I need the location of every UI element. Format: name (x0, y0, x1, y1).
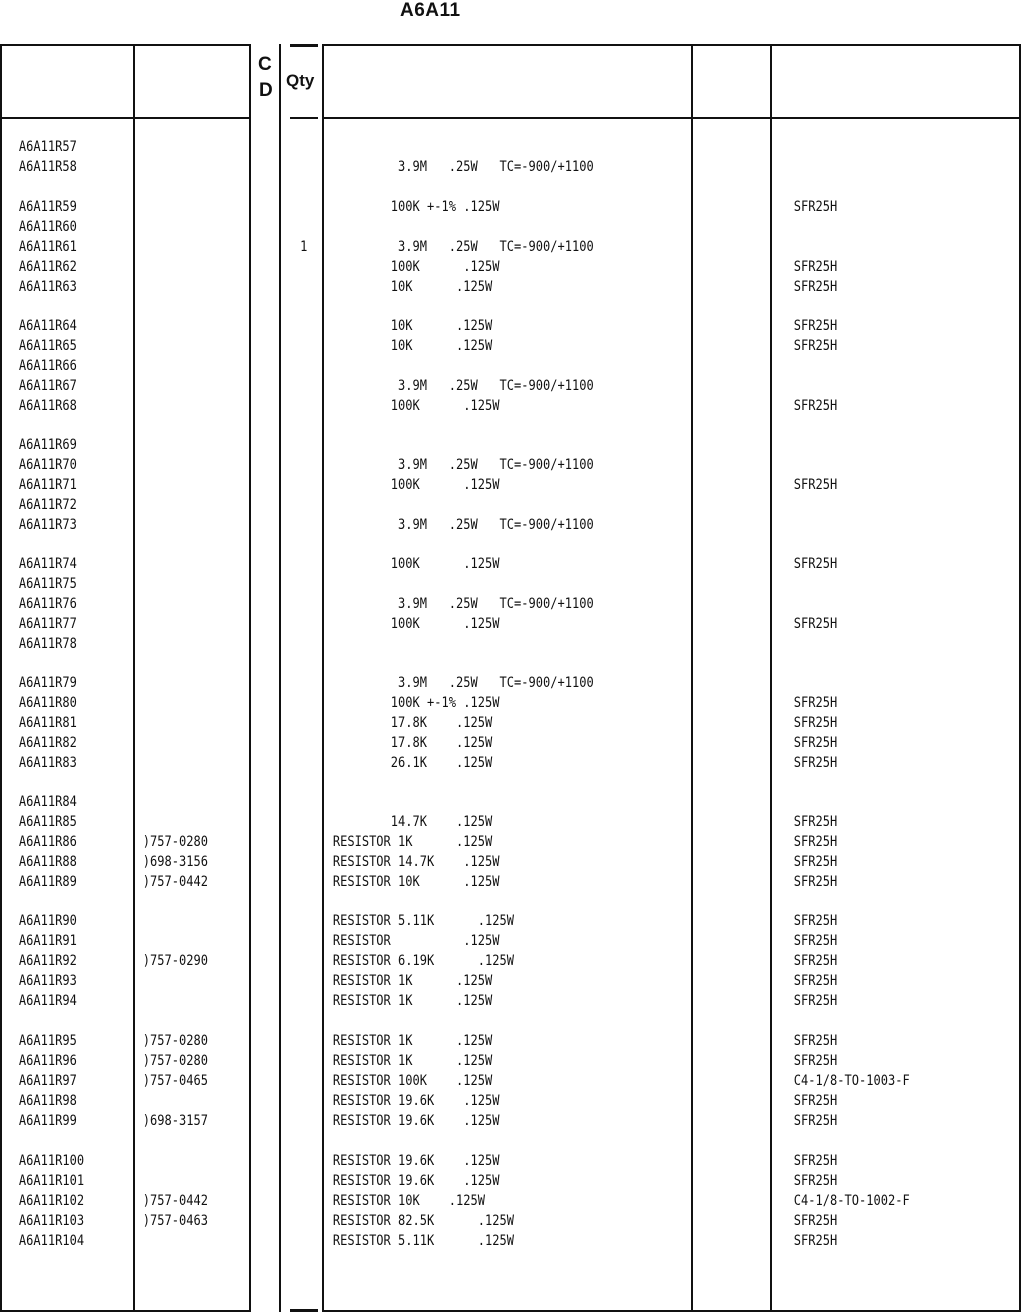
part-ref: A6A11R91 (18, 932, 77, 949)
description: 100K .125W (332, 476, 500, 493)
table-row (0, 673, 878, 693)
description: 3.9M .25W TC=-900/+1100 (332, 516, 594, 533)
table-row (0, 197, 878, 217)
mfr-part-number: C4-1/8-TO-1003-F (793, 1072, 910, 1089)
table-row (0, 911, 878, 931)
page-title: A6A11 (400, 0, 461, 21)
part-number: )757-0465 (142, 1072, 208, 1089)
part-ref: A6A11R75 (18, 575, 77, 592)
part-ref: A6A11R76 (18, 595, 77, 612)
part-ref: A6A11R62 (18, 258, 77, 275)
description: RESISTOR 14.7K .125W (332, 853, 500, 870)
description: RESISTOR 1K .125W (332, 1052, 493, 1069)
mfr-part-number: SFR25H (793, 972, 838, 989)
part-ref: A6A11R103 (18, 1212, 85, 1229)
table-row (0, 1051, 878, 1071)
part-ref: A6A11R72 (18, 496, 77, 513)
table-top-border-right (323, 44, 1021, 46)
part-ref: A6A11R79 (18, 675, 77, 691)
part-ref: A6A11R66 (18, 357, 77, 374)
part-ref: A6A11R84 (18, 794, 77, 810)
table-row (0, 733, 878, 753)
table-row (0, 574, 878, 594)
description: 100K +-1% .125W (332, 694, 500, 711)
table-bottom-border-right (323, 1310, 1021, 1312)
table-row (0, 217, 878, 237)
part-number: )757-0280 (142, 1052, 208, 1069)
description: RESISTOR 19.6K .125W (332, 1112, 500, 1129)
mfr-part-number: SFR25H (793, 615, 838, 632)
part-ref: A6A11R63 (18, 278, 77, 295)
table-row (0, 832, 878, 852)
header-divider (0, 117, 251, 119)
table-row (0, 693, 878, 713)
part-number: )757-0280 (142, 833, 208, 850)
description: 17.8K .125W (332, 734, 493, 751)
table-row (0, 594, 878, 614)
qty-mid-tick (290, 117, 318, 119)
table-row (0, 931, 878, 951)
description: RESISTOR 19.6K .125W (332, 1172, 500, 1189)
part-ref: A6A11R78 (18, 635, 77, 652)
mfr-part-number: SFR25H (793, 754, 838, 771)
table-row (0, 475, 878, 495)
mfr-part-number: SFR25H (793, 1232, 838, 1249)
part-ref: A6A11R74 (18, 556, 77, 572)
description: RESISTOR 6.19K .125W (332, 952, 515, 969)
part-ref: A6A11R93 (18, 972, 77, 989)
mfr-part-number: C4-1/8-TO-1002-F (793, 1192, 910, 1209)
mfr-part-number: SFR25H (793, 1052, 838, 1069)
mfr-part-number: SFR25H (793, 714, 838, 731)
part-ref: A6A11R97 (18, 1072, 77, 1089)
part-number: )757-0463 (142, 1212, 208, 1229)
table-row (0, 1151, 878, 1171)
table-row (0, 713, 878, 733)
part-ref: A6A11R64 (18, 318, 77, 334)
part-ref: A6A11R90 (18, 913, 77, 929)
table-row (0, 376, 878, 396)
table-top-border (0, 44, 251, 46)
mfr-part-number: SFR25H (793, 992, 838, 1009)
table-row (0, 1031, 878, 1051)
part-ref: A6A11R71 (18, 476, 77, 493)
qty-bottom-tick (290, 1309, 318, 1312)
part-ref: A6A11R60 (18, 218, 77, 235)
table-row (0, 852, 878, 872)
table-row (0, 1071, 910, 1091)
description: 100K .125W (332, 556, 500, 572)
part-ref: A6A11R98 (18, 1092, 77, 1109)
table-row (0, 1231, 878, 1251)
part-ref: A6A11R100 (18, 1153, 85, 1169)
mfr-part-number: SFR25H (793, 873, 838, 890)
description: 10K .125W (332, 278, 493, 295)
description: 3.9M .25W TC=-900/+1100 (332, 158, 594, 175)
table-row (0, 634, 878, 654)
part-ref: A6A11R99 (18, 1112, 77, 1129)
table-row (0, 1191, 910, 1211)
part-ref: A6A11R61 (18, 238, 77, 255)
part-ref: A6A11R96 (18, 1052, 77, 1069)
part-ref: A6A11R77 (18, 615, 77, 632)
description: RESISTOR 19.6K .125W (332, 1092, 500, 1109)
description: RESISTOR 10K .125W (332, 873, 500, 890)
mfr-part-number: SFR25H (793, 833, 838, 850)
part-ref: A6A11R80 (18, 694, 77, 711)
description: 100K +-1% .125W (332, 199, 500, 215)
description: 3.9M .25W TC=-900/+1100 (332, 377, 594, 394)
part-ref: A6A11R57 (18, 139, 77, 155)
header-cd-d: D (259, 80, 273, 101)
part-ref: A6A11R102 (18, 1192, 85, 1209)
part-ref: A6A11R65 (18, 337, 77, 354)
table-row (0, 515, 878, 535)
part-ref: A6A11R86 (18, 833, 77, 850)
mfr-part-number: SFR25H (793, 853, 838, 870)
mfr-part-number: SFR25H (793, 1112, 838, 1129)
mfr-part-number: SFR25H (793, 258, 838, 275)
mfr-part-number: SFR25H (793, 556, 838, 572)
mfr-part-number: SFR25H (793, 1172, 838, 1189)
part-ref: A6A11R94 (18, 992, 77, 1009)
part-number: )757-0280 (142, 1033, 208, 1049)
part-ref: A6A11R92 (18, 952, 77, 969)
part-ref: A6A11R67 (18, 377, 77, 394)
table-row (0, 971, 878, 991)
description: RESISTOR 5.11K .125W (332, 1232, 515, 1249)
table-row (0, 316, 878, 336)
part-ref: A6A11R104 (18, 1232, 85, 1249)
table-row (0, 951, 878, 971)
mfr-part-number: SFR25H (793, 278, 838, 295)
table-row (0, 872, 878, 892)
part-number: )757-0442 (142, 873, 208, 890)
description: RESISTOR 5.11K .125W (332, 913, 515, 929)
table-row (0, 336, 878, 356)
description: 100K .125W (332, 397, 500, 414)
table-row (0, 792, 878, 812)
description: 26.1K .125W (332, 754, 493, 771)
table-row (0, 396, 878, 416)
table-row (0, 753, 878, 773)
mfr-part-number: SFR25H (793, 813, 838, 830)
mfr-part-number: SFR25H (793, 1033, 838, 1049)
mfr-part-number: SFR25H (793, 1153, 838, 1169)
part-ref: A6A11R89 (18, 873, 77, 890)
description: RESISTOR 10K .125W (332, 1192, 486, 1209)
description: 100K .125W (332, 258, 500, 275)
table-row (0, 455, 878, 475)
mfr-part-number: SFR25H (793, 199, 838, 215)
table-row (0, 554, 878, 574)
mfr-part-number: SFR25H (793, 694, 838, 711)
mfr-part-number: SFR25H (793, 337, 838, 354)
description: 3.9M .25W TC=-900/+1100 (332, 675, 594, 691)
part-ref: A6A11R58 (18, 158, 77, 175)
table-row (0, 277, 878, 297)
table-row (0, 1091, 878, 1111)
part-ref: A6A11R69 (18, 437, 77, 453)
table-row (0, 435, 878, 455)
part-number: )757-0290 (142, 952, 208, 969)
description: RESISTOR 100K .125W (332, 1072, 493, 1089)
table-row (0, 1111, 878, 1131)
header-cd-c: C (258, 54, 272, 75)
description: RESISTOR 1K .125W (332, 1033, 493, 1049)
part-ref: A6A11R70 (18, 456, 77, 473)
header-divider-right (323, 117, 1021, 119)
mfr-part-number: SFR25H (793, 476, 838, 493)
mfr-part-number: SFR25H (793, 1212, 838, 1229)
mfr-part-number: SFR25H (793, 913, 838, 929)
quantity: 1 (300, 238, 308, 255)
description: RESISTOR 1K .125W (332, 992, 493, 1009)
description: 3.9M .25W TC=-900/+1100 (332, 456, 594, 473)
table-row (0, 991, 878, 1011)
part-ref: A6A11R81 (18, 714, 77, 731)
part-ref: A6A11R73 (18, 516, 77, 533)
part-ref: A6A11R88 (18, 853, 77, 870)
part-ref: A6A11R101 (18, 1172, 85, 1189)
table-row (0, 812, 878, 832)
part-number: )757-0442 (142, 1192, 208, 1209)
description: RESISTOR 1K .125W (332, 833, 493, 850)
part-ref: A6A11R68 (18, 397, 77, 414)
table-row (0, 495, 878, 515)
part-ref: A6A11R95 (18, 1033, 77, 1049)
part-ref: A6A11R82 (18, 734, 77, 751)
description: 17.8K .125W (332, 714, 493, 731)
mfr-part-number: SFR25H (793, 397, 838, 414)
description: 3.9M .25W TC=-900/+1100 (332, 595, 594, 612)
mfr-part-number: SFR25H (793, 734, 838, 751)
table-bottom-border (0, 1310, 251, 1312)
table-row (0, 1211, 878, 1231)
part-ref: A6A11R85 (18, 813, 77, 830)
description: RESISTOR .125W (332, 932, 500, 949)
mfr-part-number: SFR25H (793, 318, 838, 334)
description: 10K .125W (332, 337, 493, 354)
mfr-part-number: SFR25H (793, 932, 838, 949)
mfr-part-number: SFR25H (793, 952, 838, 969)
description: RESISTOR 1K .125W (332, 972, 493, 989)
description: 100K .125W (332, 615, 500, 632)
mfr-part-number: SFR25H (793, 1092, 838, 1109)
part-number: )698-3157 (142, 1112, 208, 1129)
description: 14.7K .125W (332, 813, 493, 830)
table-row (0, 257, 878, 277)
table-row (0, 1171, 878, 1191)
table-row (0, 157, 878, 177)
qty-top-tick (290, 44, 318, 47)
part-number: )698-3156 (142, 853, 208, 870)
part-ref: A6A11R59 (18, 199, 77, 215)
description: RESISTOR 82.5K .125W (332, 1212, 515, 1229)
description: 3.9M .25W TC=-900/+1100 (332, 238, 594, 255)
table-row (0, 237, 878, 257)
table-row (0, 356, 878, 376)
table-row (0, 137, 878, 157)
description: RESISTOR 19.6K .125W (332, 1153, 500, 1169)
part-ref: A6A11R83 (18, 754, 77, 771)
table-row (0, 614, 878, 634)
description: 10K .125W (332, 318, 493, 334)
header-qty: Qty (286, 71, 315, 90)
